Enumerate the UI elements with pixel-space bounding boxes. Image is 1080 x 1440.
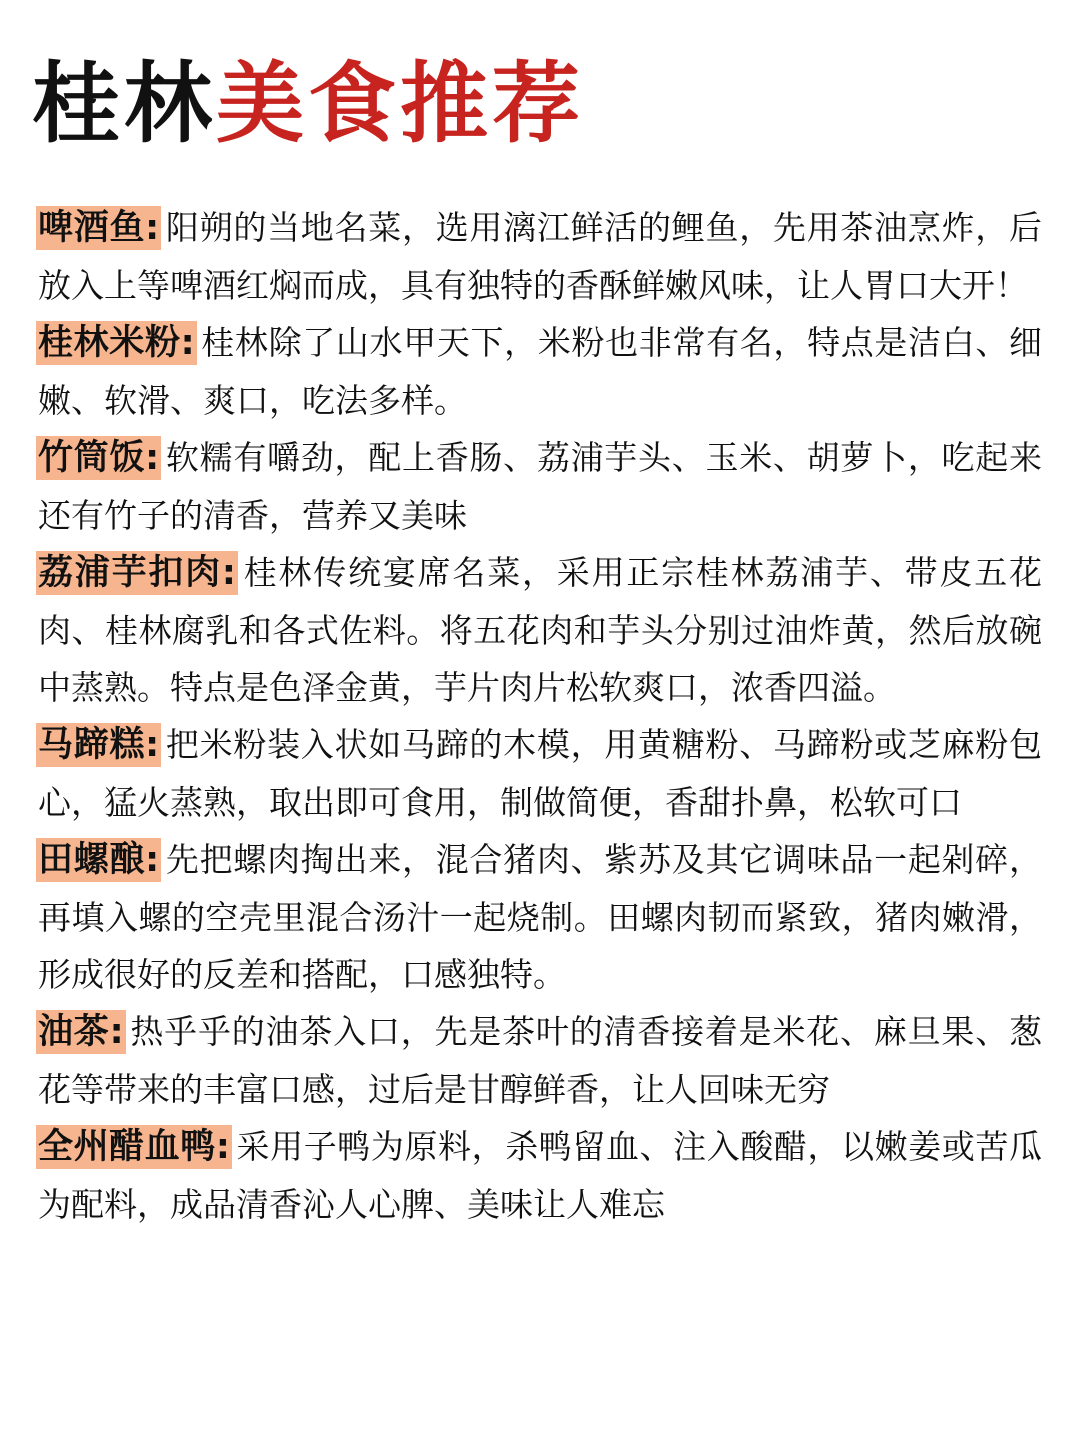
food-name-label: 马蹄糕: — [38, 725, 160, 765]
title-topic: 美食推荐 — [216, 52, 585, 155]
food-entry-stuffed-snails — [38, 831, 1042, 1003]
food-description: 把米粉装入状如马蹄的木模，用黄糖粉、马蹄粉或芝麻粉包心，猛火蒸熟，取出即可食用，制做简便，香甜扑鼻，松软可口 — [38, 725, 1042, 822]
food-description: 热乎乎的油茶入口，先是茶叶的清香接着是米花、麻旦果、葱花等带来的丰富口感，过后是甘醇鲜香，让人回味无穷 — [38, 1012, 1043, 1109]
food-entry-taro-pork — [38, 544, 1042, 716]
food-description: 采用子鸭为原料，杀鸭留血、注入酸醋，以嫩姜或苦瓜为配料，成品清香沁人心脾、美味让人难忘 — [38, 1127, 1043, 1224]
food-name-label: 田螺酿: — [38, 840, 160, 880]
food-description: 阳朔的当地名菜，选用漓江鲜活的鲤鱼，先用茶油烹炸，后放入上等啤酒红焖而成，具有独特的香酥鲜嫩风味，让人胃口大开！ — [38, 208, 1042, 305]
food-entry-vinegar-blood-duck — [38, 1118, 1042, 1233]
food-description: 桂林除了山水甲天下，米粉也非常有名，特点是洁白、细嫩、软滑、爽口，吃法多样。 — [38, 323, 1043, 420]
food-entry-water-chestnut-cake — [38, 716, 1042, 831]
food-name-label: 桂林米粉: — [38, 323, 195, 363]
food-name-label: 荔浦芋扣肉: — [38, 553, 236, 593]
food-name-label: 全州醋血鸭: — [38, 1127, 230, 1167]
food-entry-beer-fish — [38, 199, 1042, 314]
food-name-label: 啤酒鱼: — [38, 208, 160, 248]
food-name-label: 竹筒饭: — [38, 438, 160, 478]
page-title — [32, 52, 584, 156]
title-city: 桂林 — [32, 52, 217, 155]
food-entry-guilin-rice-noodles — [38, 314, 1042, 429]
food-entry-oil-tea — [38, 1003, 1042, 1118]
food-description: 先把螺肉掏出来，混合猪肉、紫苏及其它调味品一起剁碎，再填入螺的空壳里混合汤汁一起烧制。田螺肉韧而紧致，猪肉嫩滑，形成很好的反差和搭配，口感独特。 — [38, 840, 1042, 994]
food-entry-bamboo-rice — [38, 429, 1042, 544]
food-name-label: 油茶: — [38, 1012, 124, 1052]
food-description: 桂林传统宴席名菜，采用正宗桂林荔浦芋、带皮五花肉、桂林腐乳和各式佐料。将五花肉和芋头分别过油炸黄，然后放碗中蒸熟。特点是色泽金黄，芋片肉片松软爽口，浓香四溢。 — [38, 553, 1043, 707]
food-description: 软糯有嚼劲，配上香肠、荔浦芋头、玉米、胡萝卜，吃起来还有竹子的清香，营养又美味 — [38, 438, 1042, 535]
food-list — [38, 199, 1042, 1233]
